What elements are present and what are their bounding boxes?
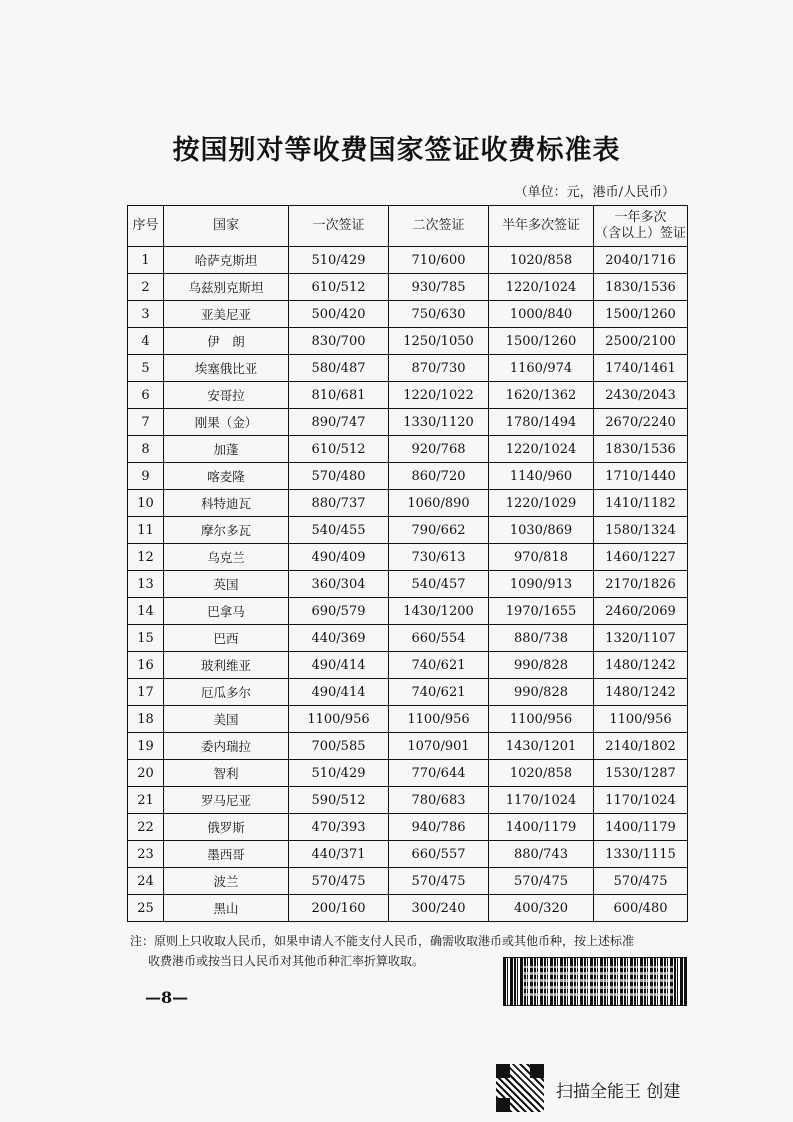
cell-no: 14	[128, 598, 164, 625]
cell-double: 790/662	[389, 517, 489, 544]
cell-one-year: 1580/1324	[594, 517, 688, 544]
cell-half-year: 1400/1179	[489, 814, 594, 841]
cell-one-year: 1100/956	[594, 706, 688, 733]
cell-one-year: 2500/2100	[594, 328, 688, 355]
cell-one-year: 600/480	[594, 895, 688, 922]
table-body	[128, 247, 688, 922]
cell-half-year: 990/828	[489, 679, 594, 706]
header-no: 序号	[128, 206, 164, 247]
cell-no: 16	[128, 652, 164, 679]
cell-country: 黑山	[164, 895, 289, 922]
table-row	[128, 760, 688, 787]
cell-single: 580/487	[289, 355, 389, 382]
cell-half-year: 400/320	[489, 895, 594, 922]
footnote-line2: 收费港币或按当日人民币对其他币种汇率折算收取。	[148, 954, 425, 968]
cell-country: 刚果（金）	[164, 409, 289, 436]
cell-country: 厄瓜多尔	[164, 679, 289, 706]
cell-double: 1060/890	[389, 490, 489, 517]
cell-one-year: 570/475	[594, 868, 688, 895]
cell-one-year: 1480/1242	[594, 679, 688, 706]
cell-one-year: 1320/1107	[594, 625, 688, 652]
header-one-year-line1: 一年多次	[614, 210, 667, 225]
cell-single: 360/304	[289, 571, 389, 598]
table-row	[128, 409, 688, 436]
cell-half-year: 570/475	[489, 868, 594, 895]
cell-double: 570/475	[389, 868, 489, 895]
table-row	[128, 895, 688, 922]
cell-country: 亚美尼亚	[164, 301, 289, 328]
table-row	[128, 328, 688, 355]
table-row	[128, 463, 688, 490]
cell-country: 加蓬	[164, 436, 289, 463]
cell-double: 1250/1050	[389, 328, 489, 355]
table-row	[128, 787, 688, 814]
cell-single: 570/475	[289, 868, 389, 895]
cell-country: 墨西哥	[164, 841, 289, 868]
cell-half-year: 1020/858	[489, 247, 594, 274]
cell-one-year: 1330/1115	[594, 841, 688, 868]
table-row	[128, 355, 688, 382]
table-row	[128, 679, 688, 706]
cell-no: 21	[128, 787, 164, 814]
page-title: 按国别对等收费国家签证收费标准表	[172, 135, 621, 166]
cell-one-year: 1530/1287	[594, 760, 688, 787]
table-row	[128, 841, 688, 868]
cell-half-year: 1430/1201	[489, 733, 594, 760]
cell-one-year: 1830/1536	[594, 274, 688, 301]
cell-one-year: 1740/1461	[594, 355, 688, 382]
cell-double: 1070/901	[389, 733, 489, 760]
cell-double: 1430/1200	[389, 598, 489, 625]
cell-no: 6	[128, 382, 164, 409]
cell-no: 13	[128, 571, 164, 598]
cell-no: 7	[128, 409, 164, 436]
table-row	[128, 517, 688, 544]
cell-half-year: 1020/858	[489, 760, 594, 787]
cell-country: 波兰	[164, 868, 289, 895]
cell-no: 17	[128, 679, 164, 706]
header-half-year: 半年多次签证	[489, 206, 594, 247]
cell-one-year: 2140/1802	[594, 733, 688, 760]
cell-one-year: 1400/1179	[594, 814, 688, 841]
table-row	[128, 490, 688, 517]
cell-one-year: 2430/2043	[594, 382, 688, 409]
cell-one-year: 2460/2069	[594, 598, 688, 625]
cell-double: 730/613	[389, 544, 489, 571]
cell-country: 巴西	[164, 625, 289, 652]
cell-one-year: 1710/1440	[594, 463, 688, 490]
cell-no: 3	[128, 301, 164, 328]
cell-single: 440/371	[289, 841, 389, 868]
cell-double: 660/557	[389, 841, 489, 868]
cell-double: 930/785	[389, 274, 489, 301]
table-row	[128, 625, 688, 652]
cell-single: 440/369	[289, 625, 389, 652]
page-number: —8—	[145, 988, 189, 1007]
cell-no: 8	[128, 436, 164, 463]
header-single: 一次签证	[289, 206, 389, 247]
cell-double: 770/644	[389, 760, 489, 787]
qr-code-image	[496, 1064, 544, 1112]
table-row	[128, 274, 688, 301]
cell-half-year: 1220/1024	[489, 274, 594, 301]
table-row	[128, 571, 688, 598]
cell-double: 540/457	[389, 571, 489, 598]
cell-half-year: 1160/974	[489, 355, 594, 382]
cell-country: 哈萨克斯坦	[164, 247, 289, 274]
unit-note: （单位：元，港币/人民币）	[514, 185, 675, 200]
cell-single: 510/429	[289, 247, 389, 274]
cell-double: 710/600	[389, 247, 489, 274]
cell-country: 科特迪瓦	[164, 490, 289, 517]
cell-no: 15	[128, 625, 164, 652]
cell-country: 罗马尼亚	[164, 787, 289, 814]
cell-half-year: 1620/1362	[489, 382, 594, 409]
table-row	[128, 733, 688, 760]
cell-half-year: 1000/840	[489, 301, 594, 328]
table-row	[128, 868, 688, 895]
table-row	[128, 382, 688, 409]
scanner-watermark: 扫描全能王 创建	[556, 1082, 681, 1102]
table-row	[128, 814, 688, 841]
cell-no: 5	[128, 355, 164, 382]
cell-double: 750/630	[389, 301, 489, 328]
cell-double: 740/621	[389, 652, 489, 679]
cell-one-year: 1410/1182	[594, 490, 688, 517]
header-one-year-line2: （含以上）签证	[594, 226, 686, 241]
cell-country: 埃塞俄比亚	[164, 355, 289, 382]
cell-single: 200/160	[289, 895, 389, 922]
table-row	[128, 544, 688, 571]
cell-no: 11	[128, 517, 164, 544]
cell-country: 美国	[164, 706, 289, 733]
cell-no: 22	[128, 814, 164, 841]
cell-no: 1	[128, 247, 164, 274]
table-row	[128, 436, 688, 463]
cell-half-year: 1140/960	[489, 463, 594, 490]
cell-single: 610/512	[289, 436, 389, 463]
cell-single: 490/409	[289, 544, 389, 571]
cell-no: 19	[128, 733, 164, 760]
cell-single: 510/429	[289, 760, 389, 787]
cell-one-year: 1460/1227	[594, 544, 688, 571]
header-double: 二次签证	[389, 206, 489, 247]
cell-single: 690/579	[289, 598, 389, 625]
cell-half-year: 1030/869	[489, 517, 594, 544]
header-one-year	[594, 206, 688, 247]
cell-double: 1100/956	[389, 706, 489, 733]
cell-no: 9	[128, 463, 164, 490]
cell-single: 1100/956	[289, 706, 389, 733]
barcode-image	[503, 957, 687, 1006]
cell-country: 伊 朗	[164, 328, 289, 355]
cell-single: 610/512	[289, 274, 389, 301]
cell-no: 24	[128, 868, 164, 895]
cell-single: 880/737	[289, 490, 389, 517]
cell-no: 12	[128, 544, 164, 571]
cell-double: 920/768	[389, 436, 489, 463]
cell-country: 委内瑞拉	[164, 733, 289, 760]
cell-double: 780/683	[389, 787, 489, 814]
cell-double: 740/621	[389, 679, 489, 706]
cell-no: 2	[128, 274, 164, 301]
cell-one-year: 1830/1536	[594, 436, 688, 463]
cell-one-year: 2670/2240	[594, 409, 688, 436]
cell-country: 乌兹别克斯坦	[164, 274, 289, 301]
cell-single: 590/512	[289, 787, 389, 814]
cell-no: 4	[128, 328, 164, 355]
cell-one-year: 1480/1242	[594, 652, 688, 679]
cell-no: 10	[128, 490, 164, 517]
cell-country: 玻利维亚	[164, 652, 289, 679]
cell-one-year: 1170/1024	[594, 787, 688, 814]
cell-no: 23	[128, 841, 164, 868]
cell-double: 660/554	[389, 625, 489, 652]
table-row	[128, 598, 688, 625]
cell-single: 490/414	[289, 679, 389, 706]
cell-country: 乌克兰	[164, 544, 289, 571]
cell-one-year: 2170/1826	[594, 571, 688, 598]
footnote-line1: 注：原则上只收取人民币，如果申请人不能支付人民币，确需收取港币或其他币种，按上述标准	[130, 934, 635, 948]
cell-country: 安哥拉	[164, 382, 289, 409]
visa-fee-table	[127, 205, 688, 922]
cell-single: 500/420	[289, 301, 389, 328]
table-row	[128, 652, 688, 679]
cell-half-year: 1780/1494	[489, 409, 594, 436]
cell-single: 540/455	[289, 517, 389, 544]
table-row	[128, 247, 688, 274]
cell-no: 18	[128, 706, 164, 733]
cell-half-year: 880/738	[489, 625, 594, 652]
cell-half-year: 970/818	[489, 544, 594, 571]
cell-half-year: 1100/956	[489, 706, 594, 733]
cell-double: 300/240	[389, 895, 489, 922]
cell-country: 巴拿马	[164, 598, 289, 625]
table-row	[128, 301, 688, 328]
table-header-row	[128, 206, 688, 247]
cell-single: 700/585	[289, 733, 389, 760]
cell-country: 智利	[164, 760, 289, 787]
cell-single: 490/414	[289, 652, 389, 679]
cell-single: 470/393	[289, 814, 389, 841]
cell-double: 860/720	[389, 463, 489, 490]
cell-half-year: 1220/1024	[489, 436, 594, 463]
cell-country: 俄罗斯	[164, 814, 289, 841]
cell-half-year: 1500/1260	[489, 328, 594, 355]
table-row	[128, 706, 688, 733]
cell-double: 1220/1022	[389, 382, 489, 409]
cell-single: 830/700	[289, 328, 389, 355]
cell-double: 870/730	[389, 355, 489, 382]
cell-half-year: 1170/1024	[489, 787, 594, 814]
cell-half-year: 1970/1655	[489, 598, 594, 625]
cell-no: 25	[128, 895, 164, 922]
cell-half-year: 880/743	[489, 841, 594, 868]
cell-no: 20	[128, 760, 164, 787]
cell-single: 570/480	[289, 463, 389, 490]
cell-double: 1330/1120	[389, 409, 489, 436]
cell-one-year: 2040/1716	[594, 247, 688, 274]
cell-country: 喀麦隆	[164, 463, 289, 490]
cell-single: 810/681	[289, 382, 389, 409]
cell-double: 940/786	[389, 814, 489, 841]
cell-single: 890/747	[289, 409, 389, 436]
cell-half-year: 1090/913	[489, 571, 594, 598]
cell-country: 摩尔多瓦	[164, 517, 289, 544]
header-country: 国家	[164, 206, 289, 247]
cell-one-year: 1500/1260	[594, 301, 688, 328]
cell-half-year: 1220/1029	[489, 490, 594, 517]
cell-half-year: 990/828	[489, 652, 594, 679]
cell-country: 英国	[164, 571, 289, 598]
